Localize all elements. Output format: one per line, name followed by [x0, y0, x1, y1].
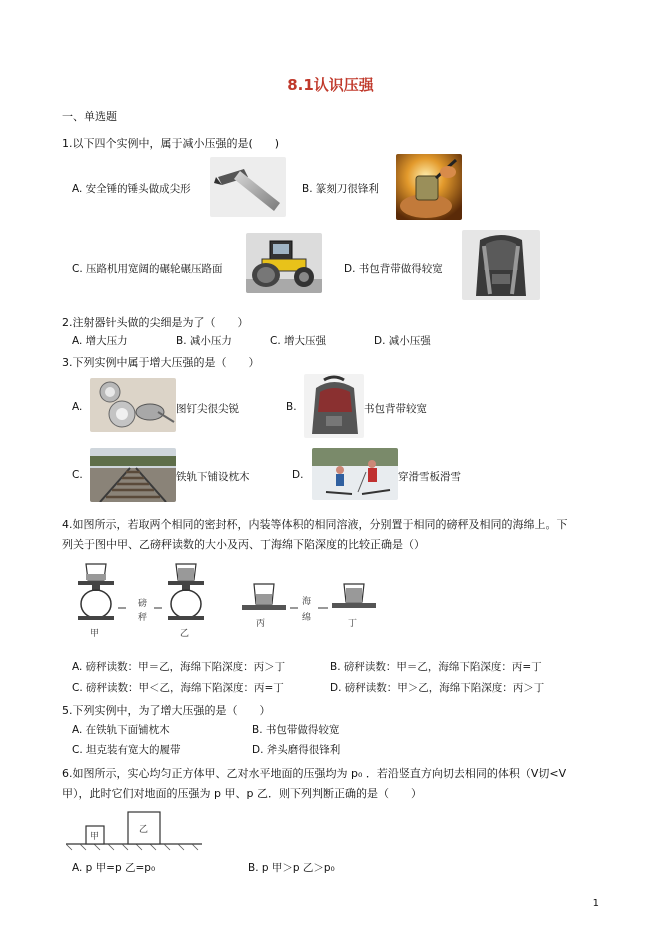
skiing-image [312, 448, 398, 500]
q6-option-a[interactable]: A. p 甲=p 乙=p₀ [72, 862, 156, 874]
q5-option-a[interactable]: A. 在铁轨下面铺枕木 [72, 724, 170, 736]
q1-option-a[interactable]: A. 安全锤的锤头做成尖形 [72, 183, 191, 195]
q3-option-b-letter[interactable]: B. [286, 401, 297, 413]
q3-option-a-letter[interactable]: A. [72, 401, 83, 413]
q3-option-c-text: 铁轨下铺设枕木 [176, 471, 250, 483]
q3-option-a-text: 图钉尖很尖锐 [176, 403, 239, 415]
q5-option-c[interactable]: C. 坦克装有宽大的履带 [72, 744, 181, 756]
q4-option-c[interactable]: C. 磅秤读数：甲＜乙，海绵下陷深度：丙=丁 [72, 682, 284, 694]
question-4-stem-line1: 4.如图所示，若取两个相同的密封杯，内装等体积的相同溶液，分别置于相同的磅秤及相同的海绵上。下 [62, 518, 568, 531]
question-6-stem-line2: 甲），此时它们对地面的压强为 p 甲、p 乙．则下列判断正确的是（ ） [62, 787, 422, 800]
backpack-image [462, 230, 540, 300]
label-jia: 甲 [90, 629, 100, 639]
hammer-image [210, 157, 286, 217]
q2-option-a[interactable]: A. 增大压力 [72, 335, 128, 347]
label-cube-jia: 甲 [90, 832, 100, 842]
section-heading: 一、单选题 [62, 110, 117, 123]
label-cheng: 秤 [138, 613, 148, 623]
q1-option-b[interactable]: B. 篆刻刀很锋利 [302, 183, 379, 195]
schoolbag-image [304, 374, 364, 438]
page-title: 8.1认识压强 [287, 76, 374, 94]
question-3-stem: 3.下列实例中属于增大压强的是（ ） [62, 356, 260, 369]
q4-option-a[interactable]: A. 磅秤读数：甲＝乙，海绵下陷深度：丙＞丁 [72, 661, 286, 673]
railway-track-image [90, 448, 176, 502]
sponge-figure [236, 574, 386, 630]
label-hai: 海 [302, 597, 312, 607]
q2-option-b[interactable]: B. 减小压力 [176, 335, 232, 347]
thumbtack-image [90, 378, 176, 432]
label-bing: 丙 [256, 619, 266, 629]
q5-option-d[interactable]: D. 斧头磨得很锋利 [252, 744, 341, 756]
q3-option-d-text: 穿滑雪板滑雪 [398, 471, 461, 483]
label-mian: 绵 [302, 613, 312, 623]
q1-option-d[interactable]: D. 书包背带做得较宽 [344, 263, 443, 275]
q5-option-b[interactable]: B. 书包带做得较宽 [252, 724, 340, 736]
carving-knife-image [396, 154, 462, 220]
q3-option-c-letter[interactable]: C. [72, 469, 83, 481]
question-6-stem-line1: 6.如图所示，实心均匀正方体甲、乙对水平地面的压强均为 p₀ ．若沿竖直方向切去相同的体积（V切<V [62, 767, 567, 780]
q1-option-c[interactable]: C. 压路机用宽阔的碾轮碾压路面 [72, 263, 223, 275]
page-number: 1 [592, 898, 599, 909]
q4-option-b[interactable]: B. 磅秤读数：甲＝乙，海绵下陷深度：丙=丁 [330, 661, 542, 673]
label-ding: 丁 [348, 619, 358, 629]
question-1-stem: 1.以下四个实例中，属于减小压强的是( ) [62, 137, 280, 150]
cubes-figure [66, 808, 202, 852]
label-yi: 乙 [180, 629, 190, 639]
road-roller-image [246, 233, 322, 293]
q3-option-d-letter[interactable]: D. [292, 469, 304, 481]
q6-option-b[interactable]: B. p 甲＞p 乙＞p₀ [248, 862, 335, 874]
label-bang: 磅 [138, 599, 148, 609]
question-4-stem-line2: 列关于图中甲、乙磅秤读数的大小及丙、丁海绵下陷深度的比较正确是（） [62, 538, 425, 551]
scale-figure [72, 560, 222, 644]
question-5-stem: 5.下列实例中，为了增大压强的是（ ） [62, 704, 271, 717]
question-2-stem: 2.注射器针头做的尖细是为了（ ） [62, 316, 249, 329]
label-cube-yi: 乙 [139, 825, 149, 835]
q2-option-c[interactable]: C. 增大压强 [270, 335, 327, 347]
q3-option-b-text: 书包背带较宽 [364, 403, 427, 415]
q2-option-d[interactable]: D. 减小压强 [374, 335, 431, 347]
q4-option-d[interactable]: D. 磅秤读数：甲＞乙，海绵下陷深度：丙＞丁 [330, 682, 545, 694]
